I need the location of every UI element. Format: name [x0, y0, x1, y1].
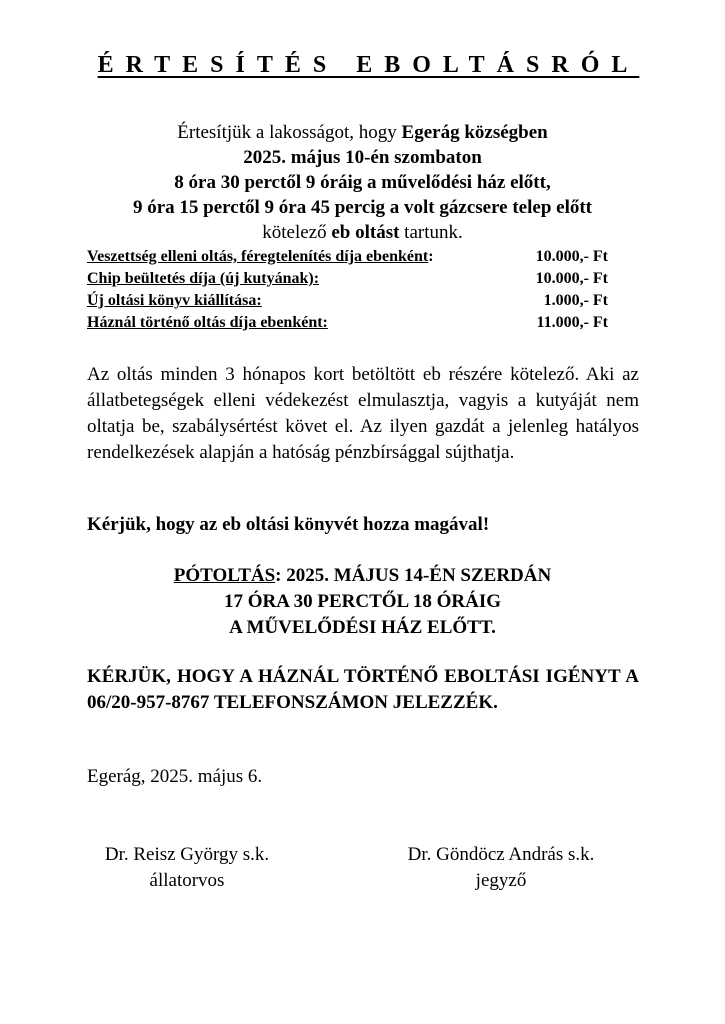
makeup-date: : 2025. MÁJUS 14-ÉN SZERDÁN: [275, 565, 552, 586]
fee-list: [87, 246, 612, 334]
signature-role: jegyző: [475, 870, 527, 891]
fee-row: [87, 290, 612, 312]
intro-line-1-text: Értesítjük a lakosságot, hogy: [177, 122, 402, 143]
intro-location: Egerág községben: [401, 122, 548, 143]
intro-line-5: [60, 220, 665, 245]
fee-label: Veszettség elleni oltás, féregtelenítés díja ebenként: [87, 248, 429, 265]
intro-line-1: [60, 120, 665, 145]
page-title: ÉRTESÍTÉS EBOLTÁSRÓL: [97, 52, 640, 78]
makeup-time: 17 ÓRA 30 PERCTŐL 18 ÓRÁIG: [223, 591, 502, 612]
obligation-paragraph: Az oltás minden 3 hónapos kort betöltött eb részére kötelező. Aki az állatbetegségek elleni védekezést elmulasztja, vagyis a kutyáját nem oltatja be, szabálysértést követ el. Az ilyen gazdát a jelenleg hatályos rendelkezések alapján a hatóság pénzbírsággal sújthatja.: [87, 364, 639, 463]
makeup-vaccination-block: [60, 563, 665, 641]
fee-row: [87, 246, 612, 268]
intro-time-1: 8 óra 30 perctől 9 óráig a művelődési ház előtt,: [174, 172, 551, 193]
makeup-location: A MŰVELŐDÉSI HÁZ ELŐTT.: [229, 617, 496, 638]
fee-label-wrap: [87, 246, 434, 268]
fee-label-wrap: [87, 268, 319, 290]
signature-veterinarian: [87, 842, 287, 894]
signature-name: Dr. Reisz György s.k.: [104, 844, 270, 865]
intro-date: 2025. május 10-én szombaton: [243, 147, 482, 168]
intro-block: [60, 120, 665, 245]
dateline: Egerág, 2025. május 6.: [87, 766, 263, 787]
intro-line-5-post: tartunk.: [399, 222, 463, 243]
fee-amount: 11.000,- Ft: [536, 314, 608, 331]
intro-time-2: 9 óra 15 perctől 9 óra 45 percig a volt gázcsere telep előtt: [132, 197, 593, 218]
makeup-label: PÓTOLTÁS: [173, 565, 276, 586]
fee-label: Új oltási könyv kiállítása:: [87, 292, 262, 309]
home-vaccination-request: KÉRJÜK, HOGY A HÁZNÁL TÖRTÉNŐ EBOLTÁSI IGÉNYT A 06/20-957-8767 TELEFONSZÁMON JELEZZÉK.: [87, 666, 639, 713]
fee-row: [87, 268, 612, 290]
fee-row: [87, 312, 612, 334]
signature-name: Dr. Göndöcz András s.k.: [407, 844, 595, 865]
fee-label-wrap: [87, 312, 328, 334]
makeup-line-1: [60, 563, 665, 589]
fee-label-suffix: :: [428, 248, 434, 265]
fee-label: Chip beültetés díja (új kutyának):: [87, 270, 320, 287]
signature-role: állatorvos: [149, 870, 225, 891]
signature-notary: [387, 842, 615, 894]
bring-book-paragraph: Kérjük, hogy az eb oltási könyvét hozza magával!: [87, 514, 490, 535]
fee-amount: 1.000,- Ft: [543, 292, 608, 309]
intro-line-5-bold: eb oltást: [331, 222, 400, 243]
intro-line-5-pre: kötelező: [262, 222, 332, 243]
fee-label-wrap: [87, 290, 262, 312]
fee-amount: 10.000,- Ft: [535, 270, 608, 287]
fee-amount: 10.000,- Ft: [535, 248, 608, 265]
fee-label: Háznál történő oltás díja ebenként:: [87, 314, 328, 331]
